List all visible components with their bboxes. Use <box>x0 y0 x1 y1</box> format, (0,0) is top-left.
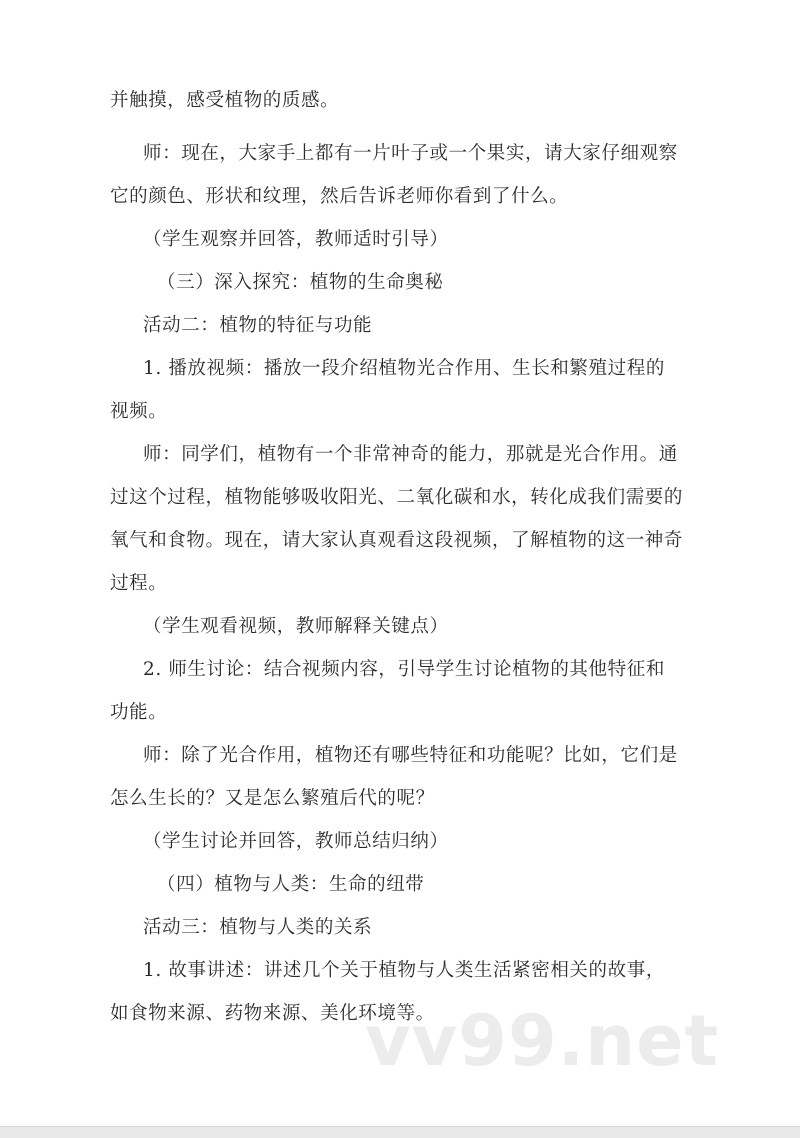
text-line: 视频。 <box>110 401 168 422</box>
text-line: 它的颜色、形状和纹理，然后告诉老师你看到了什么。 <box>110 186 569 207</box>
text-line: 师：除了光合作用，植物还有哪些特征和功能呢？比如，它们是 <box>143 745 678 766</box>
activity-heading: 活动二：植物的特征与功能 <box>143 315 373 336</box>
text-line: 1. 故事讲述：讲述几个关于植物与人类生活紧密相关的故事， <box>143 960 665 981</box>
text-line: （学生观看视频，教师解释关键点） <box>143 616 449 637</box>
text-line: 过程。 <box>110 573 168 594</box>
activity-heading: 活动三：植物与人类的关系 <box>143 917 373 938</box>
text-line: （学生观察并回答，教师适时引导） <box>143 229 449 250</box>
section-heading: （四）植物与人类：生命的纽带 <box>157 874 425 895</box>
text-line: 过这个过程，植物能够吸收阳光、二氧化碳和水，转化成我们需要的 <box>110 487 684 508</box>
text-line: （学生讨论并回答，教师总结归纳） <box>143 831 449 852</box>
text-line: 功能。 <box>110 702 168 723</box>
page-bottom-edge <box>0 1126 800 1138</box>
text-line: 氧气和食物。现在，请大家认真观看这段视频，了解植物的这一神奇 <box>110 530 684 551</box>
text-line: 2. 师生讨论：结合视频内容，引导学生讨论植物的其他特征和 <box>143 659 665 680</box>
text-line: 1. 播放视频：播放一段介绍植物光合作用、生长和繁殖过程的 <box>143 358 665 379</box>
text-line: 师：同学们，植物有一个非常神奇的能力，那就是光合作用。通 <box>143 444 678 465</box>
watermark: vv99.net <box>365 1000 720 1082</box>
section-heading: （三）深入探究：植物的生命奥秘 <box>157 272 444 293</box>
text-line: 如食物来源、药物来源、美化环境等。 <box>110 1003 435 1024</box>
text-line: 怎么生长的？又是怎么繁殖后代的呢？ <box>110 788 435 809</box>
text-line: 并触摸，感受植物的质感。 <box>110 90 340 111</box>
text-line: 师：现在，大家手上都有一片叶子或一个果实，请大家仔细观察 <box>143 143 678 164</box>
